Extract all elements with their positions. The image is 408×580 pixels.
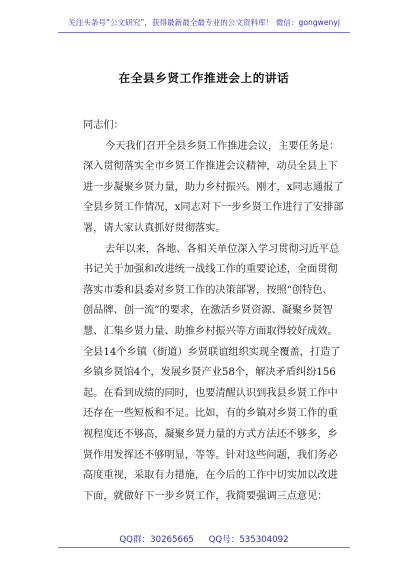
paragraph-2	[61, 240, 351, 508]
paragraph-line: 下面，就做好下一步乡贤工作，我简要强调三点意见：	[83, 490, 328, 502]
paragraph-line: 全县14个乡镇（街道）乡贤联谊组织实现全覆盖，打造了	[83, 346, 341, 358]
footer-qq-number: QQ号：535304092	[208, 535, 289, 545]
footer-qq-group: QQ群：30265665	[119, 535, 194, 545]
document-title: 在全县乡贤工作推进会上的讲话	[118, 71, 290, 85]
paragraph-line: 进一步凝聚乡贤力量，助力乡村振兴。刚才，x同志通报了	[83, 181, 344, 193]
paragraph-line: 今天我们召开全县乡贤工作推进会议，主要任务是：	[105, 140, 340, 152]
paragraph-line: 慧、汇集乡贤力量、助推乡村振兴等方面取得较好成效。	[83, 325, 338, 337]
paragraph-line: 视程度还不够高，凝聚乡贤力量的方式方法还不够多，乡	[83, 428, 338, 440]
paragraph-line: 贤作用发挥还不够明显，等等。针对这些问题，我们务必	[83, 449, 338, 461]
header-divider	[58, 32, 350, 33]
paragraph-line: 还存在一些短板和不足。比如，有的乡镇对乡贤工作的重	[83, 408, 338, 420]
header-notice: 关注头条号“公文研究”，获得最新最全最专业的公文资料库！ 微信：gongwenyj	[68, 18, 340, 27]
paragraph-line: 去年以来，各地、各相关单位深入学习贯彻习近平总	[105, 243, 340, 255]
paragraph-line: 落实市委和县委对乡贤工作的决策部署，按照“创特色、	[83, 284, 333, 296]
salutation: 同志们：	[83, 120, 124, 131]
paragraph-line: 全县乡贤工作情况，x同志对下一步乡贤工作进行了安排部	[83, 202, 344, 214]
paragraph-line: 起。在看到成绩的同时，也要清醒认识到我县乡贤工作中	[83, 387, 338, 399]
footer-divider	[58, 547, 350, 548]
paragraph-line: 高度重视，采取有力措施，在今后的工作中切实加以改进	[83, 470, 338, 482]
paragraph-line: 创品牌、创一流”的要求，在激活乡贤资源、凝聚乡贤智	[83, 305, 333, 317]
footer-contact	[0, 533, 408, 545]
paragraph-line: 深入贯彻落实全市乡贤工作推进会议精神，动员全县上下	[83, 161, 338, 173]
document-body	[61, 116, 351, 507]
paragraph-1	[61, 137, 351, 240]
paragraph-line: 书记关于加强和改进统一战线工作的重要论述，全面贯彻	[83, 264, 338, 276]
paragraph-line: 乡镇乡贤馆4个，发展乡贤产业58个，解决矛盾纠纷156	[83, 367, 336, 379]
paragraph-line: 署，请大家认真抓好贯彻落实。	[83, 222, 226, 234]
